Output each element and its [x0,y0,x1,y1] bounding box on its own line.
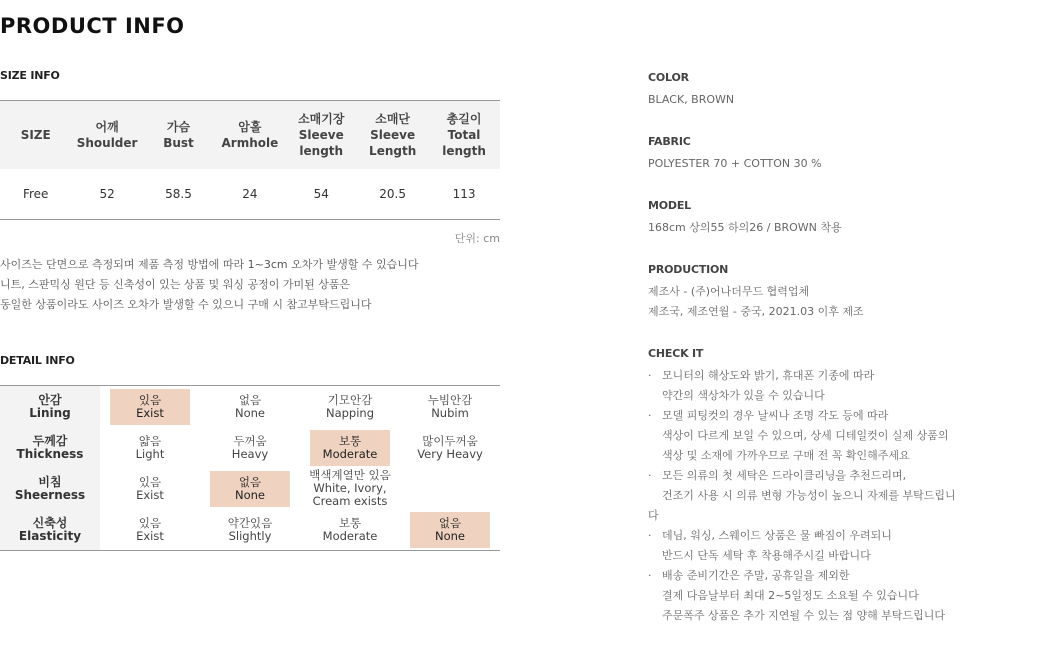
size-header-cell: 어깨 Shoulder [76,120,138,150]
fabric-value: POLYESTER 70 + COTTON 30 % [648,157,822,170]
size-value-cell: 52 [99,187,115,201]
size-value-cell: 20.5 [379,187,406,201]
size-table [0,100,500,220]
size-header-cell: 가슴 Bust [163,120,194,150]
size-header-cell: 총길이 Total length [442,112,486,158]
size-header-cell: 암홀 Armhole [221,120,279,150]
color-section [648,70,1048,110]
detail-row-sheerness [0,468,500,509]
model-label: MODEL [648,199,691,212]
detail-option: 있음 Exist [136,515,164,543]
size-value-cell: 54 [313,187,329,201]
list-item: · 모니터의 해상도와 밝기, 휴대폰 기종에 따라 약간의 색상차가 있을 수 있습니다 [648,366,1048,406]
detail-option: 기모안감 Napping [325,392,375,420]
detail-option-selected: 없음 None [210,471,290,507]
color-value: BLACK, BROWN [648,93,735,106]
fabric-section [648,134,1048,174]
detail-option: 누빔안감 Nubim [427,392,473,420]
detail-option-selected: 보통 Moderate [310,430,390,466]
production-line: 제조국, 제조연월 - 중국, 2021.03 이후 제조 [648,305,864,318]
size-notes [0,255,520,315]
detail-row-header: 신축성 Elasticity [0,509,100,550]
fabric-label: FABRIC [648,135,691,148]
size-header-cell: 소매기장 Sleeve length [298,112,345,158]
color-label: COLOR [648,71,689,84]
size-value-cell: Free [22,187,49,201]
detail-option-selected: 없음 None [410,512,490,548]
size-header-cell: SIZE [20,128,51,142]
detail-info-label: DETAIL INFO [0,354,75,367]
detail-option: 많이두꺼움 Very Heavy [417,433,483,461]
production-section [648,262,1048,322]
check-it-section [648,346,1048,626]
detail-option: 없음 None [234,392,265,420]
page-title: PRODUCT INFO [0,14,185,38]
detail-option: 약간있음 Slightly [227,515,273,543]
size-note: 동일한 상품이라도 사이즈 오차가 발생할 수 있으니 구매 시 참고부탁드립니다 [0,298,372,311]
detail-option: 보통 Moderate [322,515,378,543]
size-header-cell: 소매단 Sleeve Length [369,112,417,158]
detail-table [0,385,500,551]
check-it-label: CHECK IT [648,347,704,360]
size-note: 니트, 스판믹싱 원단 등 신축성이 있는 상품 및 워싱 공정이 가미된 상품은 [0,278,351,291]
detail-option-selected: 있음 Exist [110,389,190,425]
detail-option: 두꺼움 Heavy [231,433,269,461]
size-value-cell: 58.5 [165,187,192,201]
size-info-label: SIZE INFO [0,69,60,82]
detail-row-lining [0,386,500,427]
detail-row-thickness [0,427,500,468]
list-item: · 모든 의류의 첫 세탁은 드라이클리닝을 추천드리며, 건조기 사용 시 의류 변형 가능성이 높으니 자제를 부탁드립니 다 [648,466,1048,526]
size-value-cell: 113 [452,187,476,201]
size-value-cell: 24 [242,187,258,201]
model-section [648,198,1048,238]
table-row [0,169,500,219]
size-table-header [0,101,500,169]
list-item: · 모델 피팅컷의 경우 날씨나 조명 각도 등에 따라 색상이 다르게 보일 수 있으며, 상세 디테일컷이 실제 상품의 색상 및 소재에 가까우므로 구매 전 꼭 확인해주세요 [648,406,1048,466]
detail-row-header: 두께감 Thickness [0,427,100,468]
detail-row-header: 비침 Sheerness [0,468,100,509]
production-label: PRODUCTION [648,263,729,276]
model-value: 168cm 상의55 하의26 / BROWN 착용 [648,221,842,234]
list-item: · 배송 준비기간은 주말, 공휴일을 제외한 결제 다음날부터 최대 2~5일정도 소요될 수 있습니다 주문폭주 상품은 추가 지연될 수 있는 점 양해 부탁드립니다 [648,566,1048,626]
product-specs [648,70,1048,650]
detail-row-elasticity [0,509,500,550]
unit-note: 단위: cm [454,232,500,245]
detail-option: 백색계열만 있음 White, Ivory, Cream exists [309,468,391,508]
size-note: 사이즈는 단면으로 측정되며 제품 측정 방법에 따라 1~3cm 오차가 발생할 수 있습니다 [0,258,419,271]
production-line: 제조사 - (주)어나더무드 협력업체 [648,285,810,298]
list-item: · 데님, 워싱, 스웨이드 상품은 물 빠짐이 우려되니 반드시 단독 세탁 후 착용해주시길 바랍니다 [648,526,1048,566]
detail-row-header: 안감 Lining [0,386,100,427]
detail-option: 얇음 Light [135,433,165,461]
detail-option: 있음 Exist [136,474,164,502]
